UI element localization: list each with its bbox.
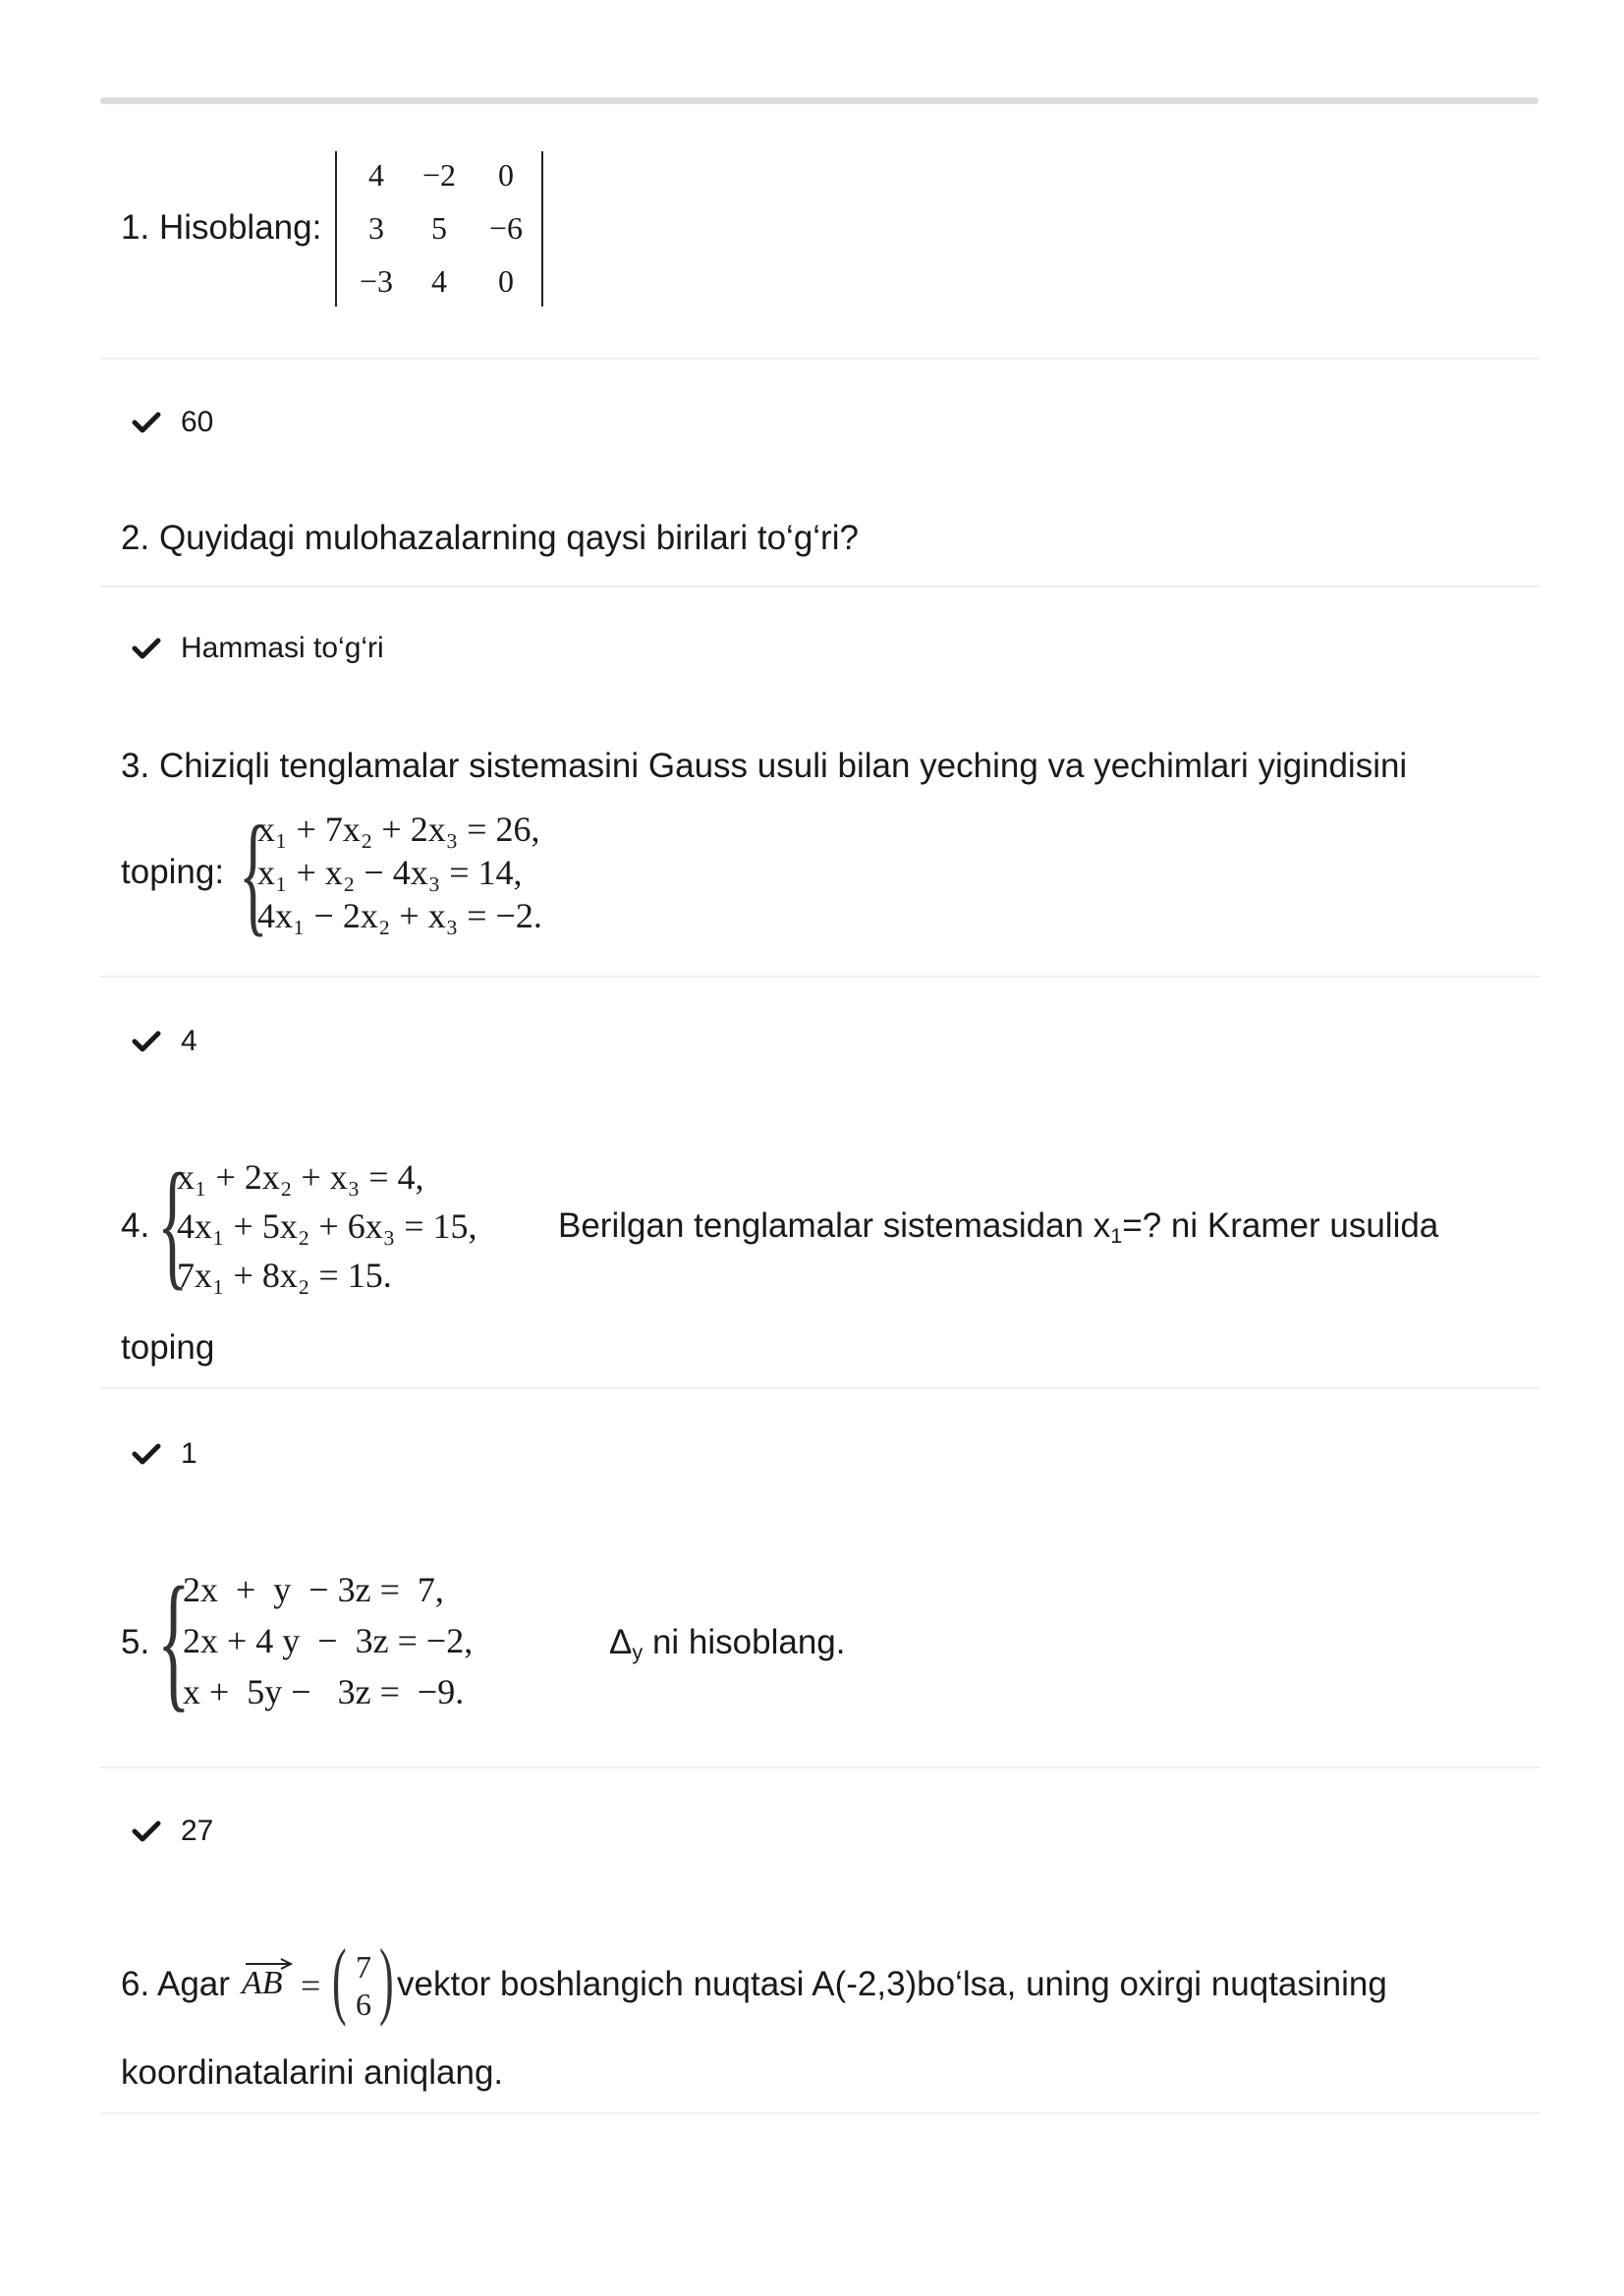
question-6-prompt-cont: koordinatalarini aniqlang. (121, 2053, 504, 2092)
question-4-number: 4. (121, 1206, 150, 1245)
question-4-prompt: Berilgan tenglamalar sistemasidan $x_1=$? ni Kramer usulida (558, 1206, 1439, 1249)
vector-ab: AB (242, 1965, 283, 2002)
vector-arrow-icon (244, 1957, 295, 1971)
question-5-prompt: $\Delta_y$ ni hisoblang. (609, 1623, 846, 1665)
equation: x + 5y − 3z = −9. (183, 1672, 465, 1711)
check-icon (132, 411, 161, 434)
check-icon (132, 637, 161, 660)
question-5-answer: 27 (132, 1815, 213, 1848)
det-cell: 3 (368, 210, 384, 246)
question-1-answer: 60 (132, 406, 213, 439)
equation: 4x₁ − 2x₂ + x₃ = −2. (257, 896, 542, 935)
check-icon (132, 1030, 161, 1053)
question-6-text: vektor boshlangich nuqtasi A(-2,3)bo‘lsa, uning oxirgi nuqtasining (397, 1965, 1387, 2003)
separator (100, 586, 1540, 588)
equation: 2x + y − 3z = 7, (183, 1570, 444, 1609)
vector-component: 7 (356, 1949, 371, 1985)
question-4-prompt-cont: toping (121, 1328, 215, 1367)
det-cell: 0 (498, 263, 514, 299)
paren-left: ( (332, 1932, 347, 2028)
question-3-answer: 4 (132, 1025, 197, 1058)
paren-right: ) (379, 1932, 394, 2028)
check-icon (132, 1442, 161, 1466)
separator (100, 2112, 1540, 2114)
question-3-lead: toping: (121, 853, 225, 891)
question-5-number: 5. (121, 1623, 150, 1661)
separator (100, 358, 1540, 360)
system-brace: { (157, 1144, 189, 1303)
equation: x₁ + 2x₂ + x₃ = 4, (177, 1157, 424, 1197)
check-icon (132, 1820, 161, 1843)
question-3-prompt: 3. Chiziqli tenglamalar sistemasini Gauss usuli bilan yeching va yechimlari yigindisini (121, 747, 1408, 785)
system-brace: { (157, 1555, 191, 1725)
vector-column (332, 1932, 395, 2028)
det-cell: −3 (359, 263, 394, 299)
equation: 4x₁ + 5x₂ + 6x₃ = 15, (177, 1206, 477, 1246)
question-6-prompt: 6. Agar (121, 1965, 230, 2003)
det-cell: 4 (368, 157, 384, 193)
separator (100, 1766, 1540, 1768)
question-4-answer: 1 (132, 1437, 197, 1471)
question-1-prompt: 1. Hisoblang: (121, 208, 322, 247)
det-cell: −6 (488, 210, 524, 246)
question-2-answer: Hammasi to‘g‘ri (132, 632, 384, 665)
system-brace: { (239, 798, 268, 948)
equation: x₁ + x₂ − 4x₃ = 14, (257, 853, 523, 892)
question-2-prompt: 2. Quyidagi mulohazalarning qaysi birilari to‘g‘ri? (121, 519, 859, 557)
top-divider (100, 97, 1539, 104)
vector-component: 6 (356, 1987, 371, 2022)
question-1-determinant (335, 151, 543, 307)
equation: x₁ + 7x₂ + 2x₃ = 26, (257, 810, 540, 849)
det-cell: 5 (431, 210, 447, 246)
det-cell: 0 (498, 157, 514, 193)
det-cell: 4 (431, 263, 447, 299)
equals-sign: = (301, 1966, 321, 2005)
equation: 2x + 4 y − 3z = −2, (183, 1621, 474, 1660)
equation: 7x₁ + 8x₂ = 15. (177, 1256, 392, 1295)
separator (100, 1387, 1540, 1389)
det-cell: −2 (421, 157, 457, 193)
separator (100, 976, 1540, 978)
